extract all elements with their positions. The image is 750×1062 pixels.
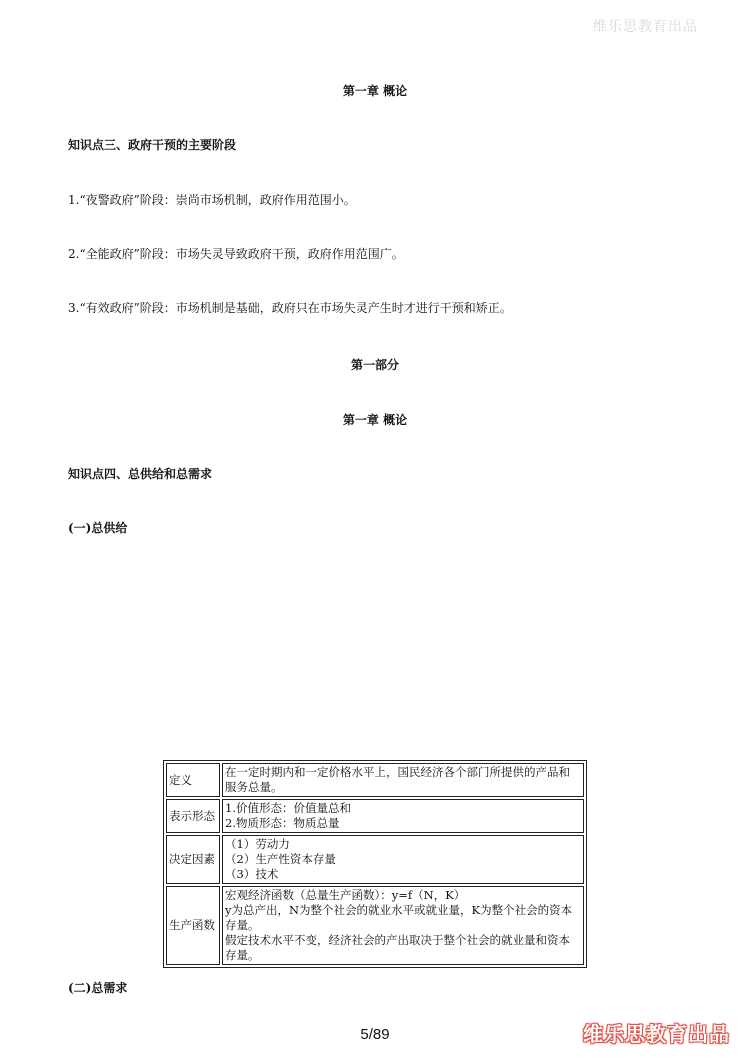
row-content: 宏观经济函数（总量生产函数）：y=f（N，K） y为总产出，N为整个社会的就业水平或就业量，K为整个社会的资本 存量。 假定技术水平不变，经济社会的产出取决于整个社会的就业量和资本 存量。: [222, 886, 584, 965]
watermark-bottom-logo: 维乐思教育出品: [583, 1022, 730, 1046]
table-row: [166, 799, 584, 833]
part-title: 第一部分: [350, 358, 399, 372]
list-item: 2.“全能政府”阶段：市场失灵导致政府干预，政府作用范围广。: [68, 247, 404, 261]
row-content: 1.价值形态：价值量总和 2.物质形态：物质总量: [222, 799, 584, 833]
chapter-heading: 第一章 概论: [342, 84, 408, 98]
row-label: 定义: [166, 763, 220, 797]
section-title-4: 知识点四、总供给和总需求: [68, 467, 213, 481]
row-label: 决定因素: [166, 835, 220, 884]
table-row: [166, 763, 584, 797]
page-number: 5/89: [360, 1026, 390, 1043]
table-row: [166, 886, 584, 965]
row-label: 表示形态: [166, 799, 220, 833]
row-content: （1）劳动力 （2）生产性资本存量 （3）技术: [222, 835, 584, 884]
watermark-top: 维乐思教育出品: [593, 19, 698, 35]
table-row: [166, 835, 584, 884]
chapter-heading-2: 第一章 概论: [342, 413, 408, 427]
row-label: 生产函数: [166, 886, 220, 965]
list-item: 3.“有效政府”阶段：市场机制是基础，政府只在市场失灵产生时才进行干预和矫正。: [68, 301, 512, 315]
row-content: 在一定时期内和一定价格水平上，国民经济各个部门所提供的产品和 服务总量。: [222, 763, 584, 797]
subsection-title-demand: (二)总需求: [68, 981, 128, 995]
section-title-3: 知识点三、政府干预的主要阶段: [68, 138, 237, 152]
list-item: 1.“夜警政府”阶段：崇尚市场机制，政府作用范围小。: [68, 193, 356, 207]
subsection-title-supply: (一)总供给: [68, 521, 128, 535]
aggregate-supply-table: [163, 760, 587, 968]
